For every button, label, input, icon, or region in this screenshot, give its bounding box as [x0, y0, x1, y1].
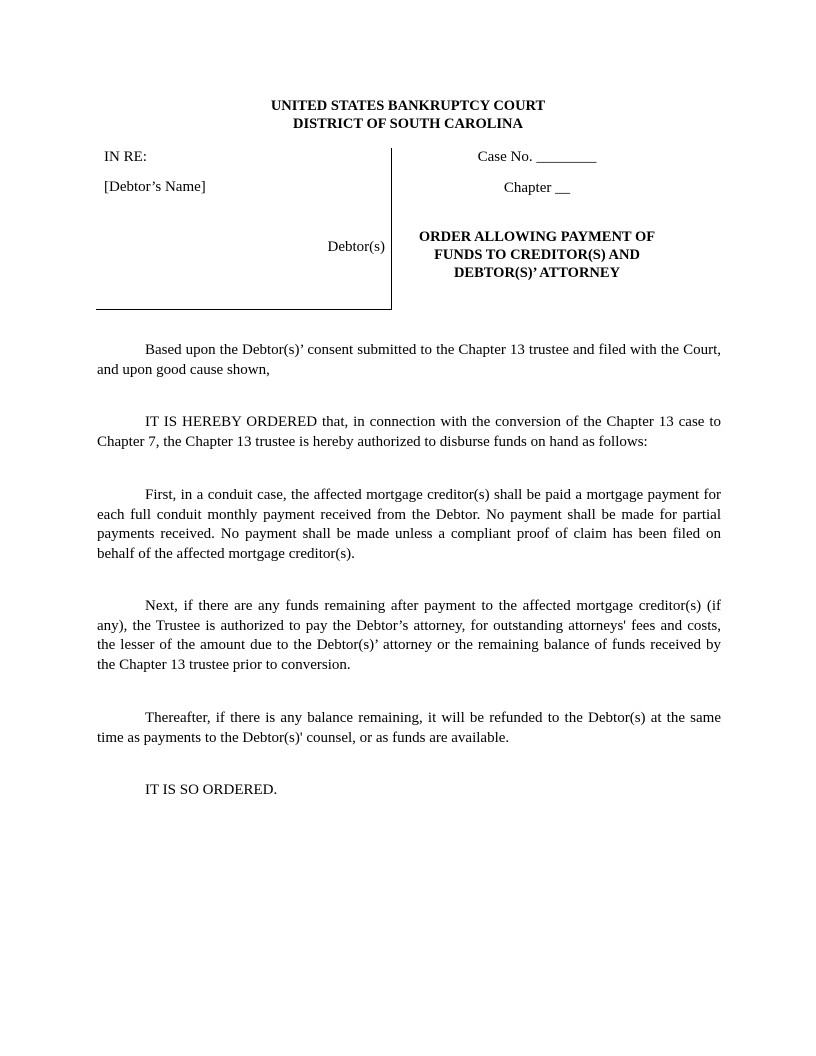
caption-party-box	[96, 148, 392, 310]
paragraph-ordered: IT IS HEREBY ORDERED that, in connection with the conversion of the Chapter 13 case to Chapter 7, the Chapter 13 trustee is hereby authorized to disburse funds on hand as follows:	[97, 414, 721, 450]
court-district: DISTRICT OF SOUTH CAROLINA	[292, 116, 524, 132]
debtor-label: Debtor(s)	[327, 239, 385, 255]
order-title-line: FUNDS TO CREDITOR(S) AND	[434, 247, 640, 263]
order-title-line: ORDER ALLOWING PAYMENT OF	[418, 229, 656, 245]
chapter-number: Chapter __	[503, 180, 571, 196]
paragraph-so-ordered: IT IS SO ORDERED.	[145, 782, 278, 798]
case-number: Case No. ________	[477, 149, 597, 165]
court-name: UNITED STATES BANKRUPTCY COURT	[270, 98, 546, 114]
in-re-label: IN RE:	[104, 149, 147, 165]
case-caption	[96, 148, 720, 310]
order-title	[392, 228, 682, 282]
court-header	[0, 97, 816, 133]
paragraph-consent: Based upon the Debtor(s)’ consent submitted to the Chapter 13 trustee and filed with the Court, and upon good cause shown,	[97, 342, 721, 378]
debtor-name: [Debtor’s Name]	[104, 179, 206, 195]
paragraph-thereafter: Thereafter, if there is any balance remaining, it will be refunded to the Debtor(s) at the same time as payments to the Debtor(s)' counsel, or as funds are available.	[97, 710, 721, 746]
order-title-line: DEBTOR(S)’ ATTORNEY	[453, 265, 621, 281]
paragraph-first: First, in a conduit case, the affected mortgage creditor(s) shall be paid a mortgage payment for each full conduit monthly payment received from the Debtor. No payment shall be made for partial payments received. No payment shall be made unless a compliant proof of claim has been filed on behalf of the affected mortgage creditor(s).	[97, 487, 721, 562]
paragraph-next: Next, if there are any funds remaining after payment to the affected mortgage creditor(s) (if any), the Trustee is authorized to pay the Debtor’s attorney, for outstanding attorneys' fees and costs, the lesser of the amount due to the Debtor(s)’ attorney or the remaining balance of funds received by the Chapter 13 trustee prior to conversion.	[97, 598, 721, 673]
